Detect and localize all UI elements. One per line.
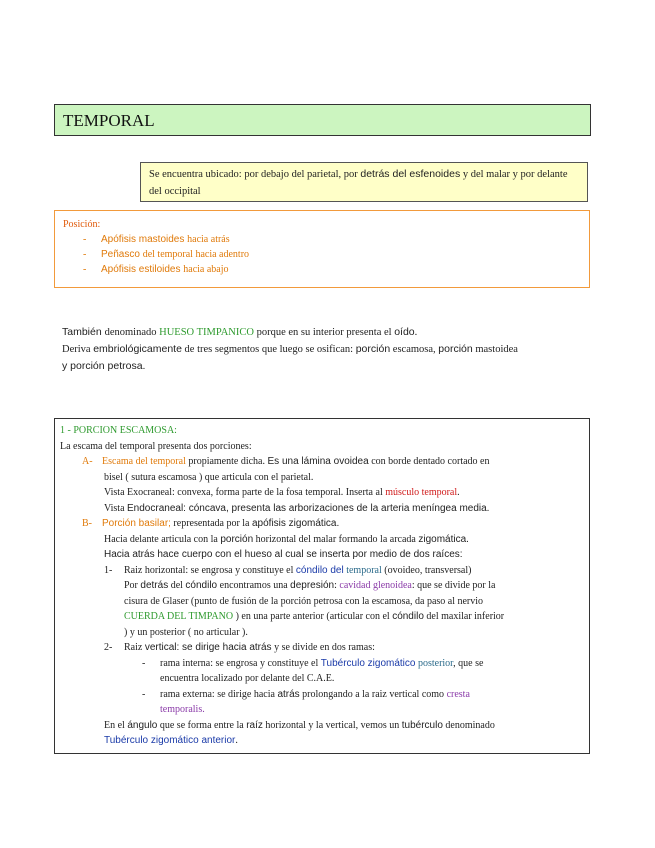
section-line <box>60 733 584 749</box>
item-b <box>60 516 584 532</box>
location-box <box>140 162 588 202</box>
section-line: ) y un posterior ( no articular ). <box>124 626 248 638</box>
text: Por <box>124 580 141 591</box>
intro-text: También <box>62 326 105 338</box>
item-term: Apófisis estiloides <box>101 264 184 275</box>
marker: 1- <box>104 564 113 576</box>
section-line <box>60 532 584 548</box>
rama-interna <box>60 656 584 672</box>
term: Tubérculo zigomático anterior <box>104 735 236 746</box>
position-label: Posición: <box>63 219 101 230</box>
term: cavidad glenoidea <box>339 580 412 591</box>
text: vertical: se dirige hacia atrás <box>144 642 272 653</box>
text: horizontal del malar formando la arcada <box>253 533 419 545</box>
text: , que se <box>453 657 484 669</box>
section-line: bisel ( sutura escamosa ) que articula con el parietal. <box>104 471 314 483</box>
term: Porción basilar; <box>102 518 171 529</box>
text: depresión <box>290 580 335 591</box>
section-line <box>60 485 584 501</box>
text: y se divide en dos ramas: <box>271 642 375 653</box>
rama-externa <box>60 687 584 703</box>
text: Raiz horizontal: se engrosa y constituye el <box>124 564 296 576</box>
text: Hacia delante articula con la <box>104 533 221 545</box>
raiz-1-line <box>104 563 584 579</box>
title-box <box>54 104 591 136</box>
item-desc: hacia abajo <box>183 264 229 275</box>
text: tubérculo <box>401 719 443 731</box>
item-a <box>60 454 584 470</box>
term: cresta <box>446 688 470 700</box>
text: Vista <box>104 502 128 514</box>
text: Vista Exocraneal: convexa, forma parte de la fosa temporal. Inserta al <box>104 487 386 498</box>
text: prolongando a la raiz vertical como <box>299 688 447 700</box>
item-b-line <box>82 516 584 532</box>
section-heading: 1 - PORCION ESCAMOSA: <box>60 425 177 436</box>
intro-text: denominado <box>104 327 160 338</box>
position-list <box>63 232 581 277</box>
raiz-1 <box>60 563 584 579</box>
intro-paragraph <box>62 324 592 375</box>
text: Raiz <box>124 642 145 653</box>
text: denominado <box>442 719 495 731</box>
text: . <box>457 487 460 498</box>
position-box <box>54 210 590 288</box>
intro-line <box>62 341 592 358</box>
term: temporal <box>343 564 382 576</box>
text: Es una lámina ovoidea <box>267 456 369 467</box>
list-item <box>83 262 581 277</box>
page-title: TEMPORAL <box>63 111 155 130</box>
dash: - <box>142 657 146 669</box>
text: Endocraneal: cóncava, presenta las arborizaciones de la arteria meníngea media. <box>127 502 490 514</box>
location-highlight: detrás del esfenoides <box>360 168 461 180</box>
section-line <box>60 578 584 594</box>
text: cóndilo <box>392 611 424 622</box>
item-a-line <box>82 454 584 470</box>
term: Escama del temporal <box>102 456 186 467</box>
text: . <box>235 735 238 746</box>
term: músculo temporal <box>385 487 458 498</box>
intro-text: Deriva <box>62 344 94 355</box>
section-line: temporalis. <box>160 704 205 715</box>
bullet: - <box>83 234 87 245</box>
raiz-2-line <box>104 640 584 656</box>
text: porción <box>220 533 254 545</box>
intro-text: porción <box>355 343 391 355</box>
term: CUERDA DEL TIMPANO <box>124 611 234 622</box>
section-line <box>60 609 584 625</box>
intro-line: y porción petrosa. <box>62 360 146 372</box>
text: ) en una parte anterior (articular con el <box>233 611 393 622</box>
term: cóndilo del <box>295 564 344 576</box>
item-term: Apófisis mastoides <box>101 234 188 245</box>
text: (ovoideo, transversal) <box>381 564 472 576</box>
item-term: Peñasco <box>101 249 143 260</box>
marker: 2- <box>104 642 113 653</box>
text: rama externa: se dirige hacia <box>160 688 278 700</box>
term: Tubérculo zigomático <box>320 657 416 669</box>
section-line: encuentra localizado por delante del C.A.E. <box>160 673 335 684</box>
section-line: cisura de Glaser (punto de fusión de la porción petrosa con la escamosa, da paso al nervio <box>124 595 484 607</box>
section-line <box>60 501 584 517</box>
raiz-2 <box>60 640 584 656</box>
text: que se forma entre la <box>157 719 247 731</box>
text: raíz <box>246 719 263 731</box>
intro-text: porque en su interior presenta el <box>253 327 395 338</box>
marker: B- <box>82 518 92 529</box>
text: propiamente dicha. <box>185 456 268 467</box>
text: detrás <box>140 580 169 591</box>
text: zigomática. <box>418 533 469 545</box>
text: En el <box>104 719 128 731</box>
text: apófisis zigomática. <box>252 518 340 529</box>
list-item <box>83 247 581 262</box>
text: encontramos una <box>217 580 291 591</box>
dash: - <box>142 688 146 700</box>
intro-text: escamosa, <box>390 344 439 355</box>
list-item <box>83 232 581 247</box>
intro-text: mastoidea <box>472 344 518 355</box>
term: posterior <box>415 657 454 669</box>
text: atrás <box>277 688 300 700</box>
bullet: - <box>83 249 87 260</box>
section-line: La escama del temporal presenta dos porciones: <box>60 440 252 452</box>
item-desc: del temporal hacia adentro <box>142 249 250 260</box>
text: : que se divide por la <box>411 580 496 591</box>
intro-highlight: HUESO TIMPANICO <box>159 327 254 338</box>
intro-text: oído <box>394 326 415 338</box>
marker: A- <box>82 456 93 467</box>
text: con borde dentado cortado en <box>368 456 490 467</box>
location-text: Se encuentra ubicado: por debajo del parietal, por <box>149 169 361 180</box>
text: representada por la <box>170 518 252 529</box>
text: horizontal y la vertical, vemos un <box>262 719 402 731</box>
text: ángulo <box>127 719 158 731</box>
location-text-end: y del malar y por delante del occipital <box>149 169 568 197</box>
item-desc: hacia atrás <box>187 234 230 245</box>
intro-text: de tres segmentos que luego se osifican: <box>181 344 356 355</box>
text: del maxilar inferior <box>423 611 505 622</box>
text: cóndilo <box>185 580 218 591</box>
intro-text: embriológicamente <box>93 343 182 355</box>
text: rama interna: se engrosa y constituye el <box>160 657 321 669</box>
intro-text: porción <box>438 343 473 355</box>
section-line <box>60 718 584 734</box>
text: del <box>168 580 186 591</box>
escamosa-section <box>54 418 590 754</box>
intro-line <box>62 324 592 341</box>
text: : <box>334 580 340 591</box>
bullet: - <box>83 264 87 275</box>
intro-text: . <box>414 327 418 338</box>
section-line: Hacia atrás hace cuerpo con el hueso al cual se inserta por medio de dos raíces: <box>104 549 463 560</box>
